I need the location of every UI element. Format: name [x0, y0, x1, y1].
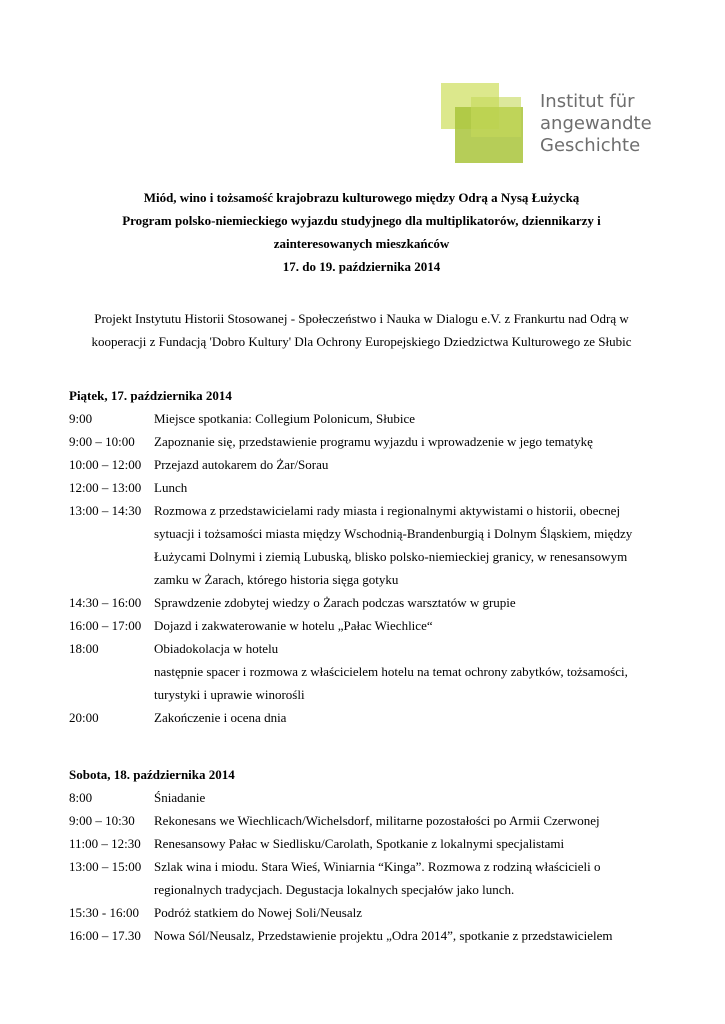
description-line: turystyki i uprawie winorośli	[154, 687, 305, 702]
schedule-description	[154, 591, 669, 614]
schedule-row	[69, 786, 669, 809]
schedule-time: 9:00 – 10:30	[69, 813, 135, 828]
schedule-row	[69, 476, 669, 499]
project-intro	[60, 307, 663, 353]
schedule-row	[69, 637, 669, 706]
schedule-row	[69, 809, 669, 832]
schedule-description	[154, 637, 669, 706]
day-title: Sobota, 18. października 2014	[69, 767, 235, 782]
day-title: Piątek, 17. października 2014	[69, 388, 232, 403]
schedule-row	[69, 430, 669, 453]
description-line: zamku w Żarach, którego historia sięga gotyku	[154, 572, 399, 587]
schedule-time: 11:00 – 12:30	[69, 836, 141, 851]
schedule-description	[154, 832, 669, 855]
schedule-time: 13:00 – 15:00	[69, 859, 142, 874]
schedule-time: 13:00 – 14:30	[69, 503, 142, 518]
description-line: Sprawdzenie zdobytej wiedzy o Żarach podczas warsztatów w grupie	[154, 595, 516, 610]
description-line: Przejazd autokarem do Żar/Sorau	[154, 457, 329, 472]
schedule-row	[69, 453, 669, 476]
intro-line-2: kooperacji z Fundacją 'Dobro Kultury' Dla Ochrony Europejskiego Dziedzictwa Kulturowego ze Słubic	[91, 334, 632, 349]
schedule-row	[69, 855, 669, 901]
description-line: następnie spacer i rozmowa z właścicielem hotelu na temat ochrony zabytków, tożsamości,	[154, 664, 628, 679]
schedule-description	[154, 614, 669, 637]
description-line: Śniadanie	[154, 790, 206, 805]
description-line: Podróż statkiem do Nowej Soli/Neusalz	[154, 905, 362, 920]
schedule-time: 9:00 – 10:00	[69, 434, 135, 449]
schedule-description	[154, 499, 669, 591]
document-title	[60, 186, 663, 278]
schedule-description	[154, 924, 669, 947]
schedule-row	[69, 499, 669, 591]
description-line: Szlak wina i miodu. Stara Wieś, Winiarnia “Kinga”. Rozmowa z rodziną właścicieli o	[154, 859, 601, 874]
description-line: Zakończenie i ocena dnia	[154, 710, 287, 725]
logo-line-2: angewandte	[540, 113, 652, 134]
intro-line-1: Projekt Instytutu Historii Stosowanej - Społeczeństwo i Nauka w Dialogu e.V. z Frankurtu nad Odrą w	[94, 311, 629, 326]
description-line: sytuacji i tożsamości miasta między Wschodnią-Brandenburgią i Dolnym Śląskiem, między	[154, 526, 633, 541]
schedule-time: 16:00 – 17:00	[69, 618, 142, 633]
day-friday	[69, 384, 669, 729]
schedule-time: 20:00	[69, 710, 99, 725]
schedule-description	[154, 430, 669, 453]
schedule-description	[154, 901, 669, 924]
schedule-time: 14:30 – 16:00	[69, 595, 142, 610]
schedule-row	[69, 591, 669, 614]
description-line: Lunch	[154, 480, 188, 495]
title-line-3: zainteresowanych mieszkańców	[273, 236, 450, 251]
schedule-description	[154, 786, 669, 809]
schedule-list	[69, 407, 669, 729]
institute-logo	[441, 83, 681, 165]
logo-squares-icon	[441, 83, 531, 165]
schedule-time: 16:00 – 17.30	[69, 928, 141, 943]
logo-wordmark	[540, 91, 652, 157]
title-dates: 17. do 19. października 2014	[282, 259, 441, 274]
schedule-time: 15:30 - 16:00	[69, 905, 140, 920]
schedule-row	[69, 832, 669, 855]
schedule-time: 12:00 – 13:00	[69, 480, 142, 495]
description-line: Renesansowy Pałac w Siedlisku/Carolath, Spotkanie z lokalnymi specjalistami	[154, 836, 565, 851]
description-line: Dojazd i zakwaterowanie w hotelu „Pałac Wiechlice“	[154, 618, 433, 633]
schedule-list	[69, 786, 669, 947]
schedule-time: 8:00	[69, 790, 93, 805]
title-line-2: Program polsko-niemieckiego wyjazdu studyjnego dla multiplikatorów, dziennikarzy i	[122, 213, 601, 228]
schedule-row	[69, 901, 669, 924]
description-line: Rozmowa z przedstawicielami rady miasta i regionalnymi aktywistami o historii, obecnej	[154, 503, 621, 518]
logo-line-3: Geschichte	[540, 135, 641, 156]
schedule-description	[154, 476, 669, 499]
title-line-1: Miód, wino i tożsamość krajobrazu kulturowego między Odrą a Nysą Łużycką	[143, 190, 580, 205]
schedule-time: 9:00	[69, 411, 93, 426]
schedule-row	[69, 407, 669, 430]
description-line: Rekonesans we Wiechlicach/Wichelsdorf, militarne pozostałości po Armii Czerwonej	[154, 813, 600, 828]
logo-line-1: Institut für	[540, 91, 635, 112]
schedule-row	[69, 614, 669, 637]
schedule-description	[154, 453, 669, 476]
schedule-time: 18:00	[69, 641, 99, 656]
schedule-time: 10:00 – 12:00	[69, 457, 142, 472]
description-line: Zapoznanie się, przedstawienie programu wyjazdu i wprowadzenie w jego tematykę	[154, 434, 593, 449]
description-line: Miejsce spotkania: Collegium Polonicum, Słubice	[154, 411, 416, 426]
schedule-description	[154, 407, 669, 430]
description-line: Nowa Sól/Neusalz, Przedstawienie projektu „Odra 2014”, spotkanie z przedstawicielem	[154, 928, 613, 943]
day-saturday	[69, 763, 669, 947]
schedule-description	[154, 706, 669, 729]
description-line: Obiadokolacja w hotelu	[154, 641, 279, 656]
schedule-row	[69, 706, 669, 729]
description-line: Łużycami Dolnymi i ziemią Lubuską, blisko polsko-niemieckiej granicy, w renesansowym	[154, 549, 628, 564]
schedule-description	[154, 855, 669, 901]
schedule-row	[69, 924, 669, 947]
schedule-description	[154, 809, 669, 832]
description-line: regionalnych tradycjach. Degustacja lokalnych specjałów jako lunch.	[154, 882, 515, 897]
